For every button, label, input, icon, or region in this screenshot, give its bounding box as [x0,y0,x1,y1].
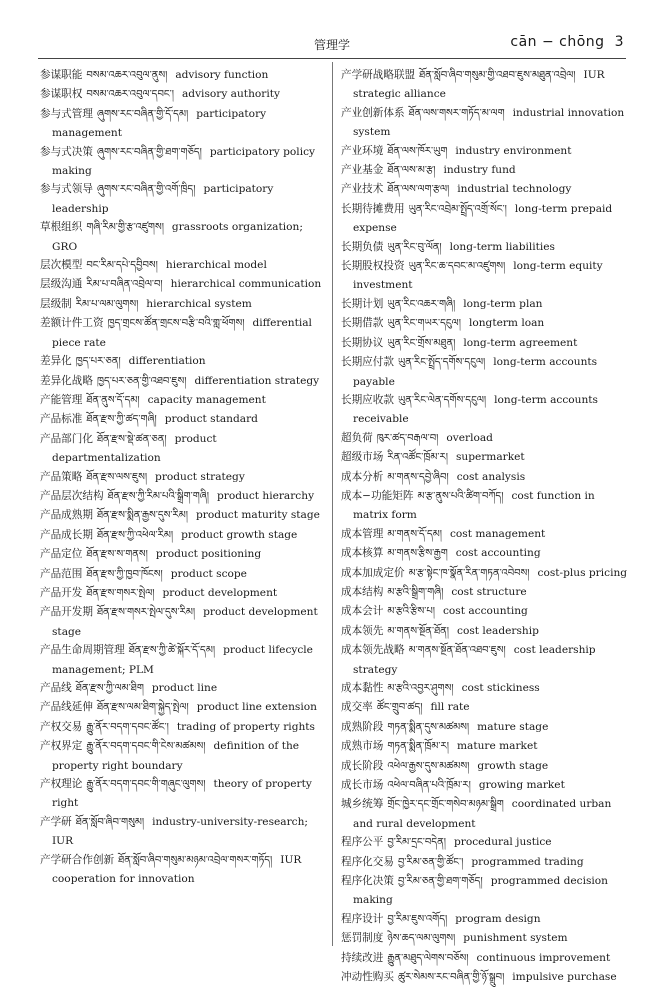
glossary-entry [341,314,629,333]
tibetan-term: ཐོན་རྫས་ཀྱི་ཚད་གཞི། [86,414,157,426]
english-term: differential piece rate [52,317,312,349]
chinese-term: 成熟阶段 [341,720,384,733]
glossary-entry [40,775,325,813]
english-term: participatory policy making [52,145,316,178]
tibetan-term: ཐོན་ལས་ཁོར་ཡུག [387,145,448,157]
chinese-term: 产品开发 [40,586,83,599]
tibetan-term: ཐོན་ལས་ལག་རྩལ། [387,184,450,196]
column-divider [332,62,333,946]
chinese-term: 长期负债 [341,240,384,253]
glossary-entry [40,85,325,104]
english-term: growth stage [477,759,549,772]
chinese-term: 参谋职权 [40,88,83,101]
chinese-term: 产品层次结构 [40,489,104,502]
glossary-entry [40,813,325,851]
tibetan-term: རིམ་པ་བཞིན་འབྲེལ་བ། [86,279,163,291]
english-term: cost structure [451,585,527,598]
tibetan-term: མ་གནས་དོ་དམ། [387,528,442,540]
tibetan-term: བྱ་རིམ་ཅན་གྱི་ཚོང་། [397,856,464,868]
tibetan-term: ཞུགས་རང་བཞིན་གྱི་ཐག་གཅོད། [96,146,202,158]
glossary-entry [40,526,325,545]
chinese-term: 参与式决策 [40,145,93,158]
english-term: product departmentalization [52,432,217,465]
chinese-term: 层级沟通 [40,278,83,291]
glossary-entry [341,698,629,717]
tibetan-term: བྱ་རིམ་དྲང་བདེན། [387,837,446,849]
chinese-term: 成本领先战略 [341,644,405,657]
english-term: product development stage [52,606,318,638]
glossary-entry [40,105,325,143]
english-term: supermarket [455,451,525,464]
chinese-term: 长期计划 [341,297,384,310]
english-term: industrial technology [457,183,572,196]
english-term: grassroots organization; GRO [52,221,303,253]
english-term: participatory leadership [52,183,274,215]
chinese-term: 产业技术 [341,183,384,196]
english-term: overload [446,431,493,444]
right-column [341,66,629,988]
tibetan-term: གཏན་སྨིན་དུས་མཚམས། [387,721,470,733]
tibetan-term: བྱ་རིམ་ཇུས་འགོད། [387,913,448,925]
english-term: cost stickiness [461,682,540,694]
chinese-term: 参与式领导 [40,183,93,196]
glossary-entry [341,448,629,467]
tibetan-term: མ་གནས་སྔོན་ཐོན་འཐབ་ཇུས། [408,645,506,657]
glossary-entry [40,565,325,584]
chinese-term: 差额计件工资 [40,317,104,330]
chinese-term: 参与式管理 [40,107,93,120]
glossary-entry [40,256,325,275]
english-term: fill rate [430,701,470,714]
tibetan-term: བསམ་འཆར་འབུལ་དབང་། [86,89,174,101]
pinyin-guide: cān − chōng [510,34,605,50]
tibetan-term: རྒྱུན་མཐུད་ལེགས་བཅོས། [387,952,469,964]
glossary-entry [341,66,629,104]
glossary-entry [341,757,629,776]
tibetan-term: བང་རིམ་དཔེ་དབྱིབས། [86,260,158,272]
chinese-term: 长期应收款 [341,393,394,406]
english-term: industry-university-research; IUR [52,815,308,848]
glossary-entry [40,430,325,468]
chinese-term: 程序化交易 [341,855,394,868]
glossary-entry [341,737,629,756]
tibetan-term: མ་གནས་སྔོན་ཐོན། [387,625,450,637]
english-term: product growth stage [181,528,298,541]
tibetan-term: མ་རྩའི་འབྱར་ཤུགས། [387,683,454,694]
chinese-term: 成交率 [341,701,373,714]
glossary-entry [341,468,629,487]
chinese-term: 超级市场 [341,451,384,464]
tibetan-term: ཚོང་གྲུབ་ཚད། [376,702,423,714]
english-term: long-term plan [463,297,543,310]
left-column [40,66,325,888]
glossary-entry [341,602,629,621]
english-term: advisory function [175,69,269,81]
glossary-entry [40,698,325,717]
glossary-entry [341,353,629,391]
glossary-entry [341,949,629,968]
glossary-entry [40,180,325,218]
tibetan-term: ཐོན་རྫས་ཀྱི་ཁྱབ་ཁོངས། [86,568,163,580]
glossary-entry [341,622,629,641]
english-term: long-term accounts payable [353,356,598,388]
glossary-entry [341,583,629,602]
chinese-term: 层级制 [40,297,72,310]
tibetan-term: འཕེལ་བཞིན་པའི་ཁྲོམ་ར། [387,780,471,792]
glossary-entry [40,66,325,85]
glossary-entry [341,872,629,910]
chinese-term: 长期股权投资 [341,260,405,273]
glossary-entry [341,910,629,929]
english-term: coordinated urban and rural development [353,798,612,830]
chinese-term: 成本加成定价 [341,566,405,579]
english-term: cost leadership [457,624,539,637]
tibetan-term: ཐོན་རྫས་ཀྱི་རིམ་པའི་སྒྲིག་གཞི། [107,490,209,502]
english-term: differentiation strategy [194,374,320,387]
english-term: continuous improvement [476,951,611,964]
english-term: product hierarchy [217,489,315,502]
tibetan-term: ཐོན་རྫས་ཀྱི་ལམ་ཐིག [75,683,144,694]
tibetan-term: ཁྱད་གྲངས་ཚོན་གྲངས་བརྩི་བའི་གླ་ཕོགས། [107,318,245,330]
page-header [40,34,624,56]
chinese-term: 产品成长期 [40,528,93,541]
tibetan-term: ཐོན་ལས་གསར་གཏོད་མ་ལག [408,107,505,119]
chinese-term: 成长市场 [341,779,384,792]
chinese-term: 长期应付款 [341,356,394,369]
page-number: 3 [614,34,624,50]
english-term: product standard [164,413,258,426]
chinese-term: 产业环境 [341,144,384,157]
english-term: cost-plus pricing [537,566,628,579]
tibetan-term: བསམ་འཆར་འབུལ་ནུས། [86,70,168,81]
chinese-term: 冲动性购买 [341,971,394,984]
english-term: advisory authority [181,88,280,101]
english-term: product line [151,682,218,694]
tibetan-term: ཡུན་རིང་གཡར་དངུལ། [387,318,461,330]
chinese-term: 成本−功能矩阵 [341,489,414,502]
chinese-term: 成长阶段 [341,759,384,772]
english-term: program design [455,912,541,925]
tibetan-term: ཐོན་རྫས་ཀྱི་ཚེ་སྐོར་དོ་དམ། [128,645,216,657]
chinese-term: 长期借款 [341,317,384,330]
tibetan-term: ཐོན་རྫས་སྡེ་ཚན་ཅན། [96,433,167,445]
english-term: industrial innovation system [353,106,625,139]
chinese-term: 城乡统筹 [341,798,384,811]
tibetan-term: ཡུན་རིང་སྤྲོད་དགོས་དངུལ། [397,357,486,369]
chinese-term: 产权界定 [40,740,83,753]
chinese-term: 产权交易 [40,720,83,733]
tibetan-term: ཐོན་རྫས་ལམ་ཐིག་སྐྱེད་སྤེལ། [96,702,189,714]
english-term: product scope [170,567,247,580]
glossary-entry [40,314,325,352]
glossary-entry [40,545,325,564]
chinese-term: 产品线 [40,682,72,694]
english-term: product maturity stage [195,509,320,522]
tibetan-term: ཐོན་སློབ་ཞིབ་གསུམ་མཉམ་འབྲེལ་གསར་གཏོད། [118,854,273,866]
tibetan-term: ཞུགས་རང་བཞིན་གྱི་དོ་དམ། [96,108,189,120]
english-term: long-term accounts receivable [353,393,598,426]
glossary-entry [40,584,325,603]
glossary-entry [341,180,629,199]
english-term: long-term prepaid expense [353,202,613,235]
english-term: cost analysis [456,470,526,483]
glossary-entry [40,218,325,256]
chinese-term: 成本黏性 [341,682,384,694]
chinese-term: 层次模型 [40,259,83,272]
tibetan-term: ཉེས་ཆད་ལམ་ལུགས། [387,933,456,945]
tibetan-term: ཐོན་ལས་མ་རྩ། [387,165,436,177]
glossary-entry [341,161,629,180]
english-term: impulsive purchase [512,971,617,984]
chinese-term: 产学研合作创新 [40,853,115,866]
tibetan-term: རིན་འཚོང་ཁྲོམ་ར། [387,452,448,464]
tibetan-term: མ་རྩའི་རྩིས་པ། [387,606,435,618]
glossary-entry [341,641,629,679]
english-term: cost function in matrix form [353,489,595,522]
chinese-term: 成熟市场 [341,740,384,753]
tibetan-term: ཡུན་རིང་འཆར་གཞི། [387,298,456,310]
chinese-term: 惩罚制度 [341,932,384,945]
tibetan-term: ཐོན་ནུས་དོ་དམ། [86,394,140,406]
glossary-entry [341,776,629,795]
glossary-entry [341,718,629,737]
tibetan-term: མ་རྩའི་སྒྲིག་གཞི། [387,586,444,598]
tibetan-term: ཡུན་རིང་ཆ་དབང་མ་འཛུགས། [408,261,506,273]
english-term: industry fund [443,164,516,177]
tibetan-term: རྒྱུ་ནོར་བདག་དབང་ཚོང་། [86,721,169,733]
english-term: programmed trading [471,855,584,868]
chinese-term: 产学研 [40,815,72,828]
chinese-term: 产品策略 [40,470,83,483]
english-term: mature market [456,740,538,753]
chinese-term: 成本结构 [341,585,384,598]
english-term: trading of property rights [176,720,315,733]
english-term: cost accounting [442,605,528,618]
chinese-term: 产品范围 [40,567,83,580]
header-rule [38,58,626,59]
english-term: IUR strategic alliance [353,69,605,101]
glossary-entry [341,487,629,525]
glossary-entry [341,544,629,563]
english-term: differentiation [128,355,206,368]
chinese-term: 产品生命周期管理 [40,644,125,657]
english-term: growing market [478,779,565,792]
glossary-entry [40,410,325,429]
chinese-term: 成本核算 [341,547,384,560]
english-term: programmed decision making [353,875,608,907]
glossary-entry [40,487,325,506]
glossary-entry [40,506,325,525]
chinese-term: 成本管理 [341,527,384,540]
glossary-entry [40,275,325,294]
chinese-term: 草根组织 [40,221,83,234]
glossary-entry [341,257,629,295]
glossary-entry [341,795,629,833]
tibetan-term: ཐོན་སློབ་ཞིབ་གསུམ། [75,816,145,828]
tibetan-term: གཏན་སྨིན་ཁྲོམ་ར། [387,741,449,753]
chinese-term: 产权理论 [40,778,83,791]
glossary-entry [341,200,629,238]
glossary-entry [40,295,325,314]
tibetan-term: འཕེལ་རྒྱས་དུས་མཚམས། [387,760,470,772]
glossary-entry [341,429,629,448]
tibetan-term: གྲོང་ཁྱེར་དང་གྲོང་གསེབ་མཉམ་སྒྲིག [387,799,504,811]
glossary-entry [40,737,325,775]
tibetan-term: མ་རྩ་ནུས་པའི་ཚིག་བཀོད། [417,490,504,502]
glossary-entry [341,334,629,353]
tibetan-term: ཐོན་རྫས་གསར་སྤེལ། [86,587,155,599]
chinese-term: 差异化战略 [40,374,93,387]
tibetan-term: མ་གནས་དབྱེ་ཞིབ། [387,471,449,483]
tibetan-term: ཡུན་རིང་གྲོས་མཐུན། [387,337,456,349]
chinese-term: 长期协议 [341,336,384,349]
english-term: hierarchical communication [170,278,322,291]
chinese-term: 产能管理 [40,393,83,406]
tibetan-term: མ་གནས་རྩིས་རྒྱག [387,548,448,560]
chinese-term: 产学研战略联盟 [341,69,416,81]
glossary-entry [40,603,325,641]
english-term: procedural justice [454,836,552,849]
tibetan-term: ཡུན་རིང་བུ་ལོན། [387,241,442,253]
glossary-entry [40,391,325,410]
glossary-entry [341,104,629,142]
tibetan-term: ཁྱད་པར་ཅན་གྱི་འཐབ་ཇུས། [96,375,187,387]
glossary-entry [341,142,629,161]
glossary-entry [40,143,325,181]
glossary-entry [341,391,629,429]
glossary-entry [341,679,629,698]
chinese-term: 产业基金 [341,164,384,177]
chinese-term: 程序化决策 [341,875,394,888]
tibetan-term: ཞུགས་རང་བཞིན་གྱི་འགོ་ཁྲིད། [96,184,196,196]
tibetan-term: མ་རྩ་སྟེང་ཁ་སྣོན་རིན་གཏན་འབེབས། [408,567,530,579]
chinese-term: 超负荷 [341,431,373,444]
chinese-term: 产品线延伸 [40,701,93,714]
glossary-entry [341,853,629,872]
chinese-term: 成本会计 [341,605,384,618]
english-term: product positioning [155,548,262,561]
tibetan-term: ཡུན་རིང་ལེན་དགོས་དངུལ། [397,394,487,406]
tibetan-term: ཐོན་རྫས་ལས་ཇུས། [86,471,148,483]
english-term: cost accounting [455,547,541,560]
english-term: cost leadership strategy [353,644,596,676]
english-term: long-term equity investment [353,260,603,292]
english-term: longterm loan [468,317,545,330]
glossary-entry [40,352,325,371]
tibetan-term: རིམ་པ་ལམ་ལུགས། [75,298,139,310]
english-term: punishment system [463,932,568,945]
running-title: 管理学 [313,38,350,52]
tibetan-term: རྒྱུ་ནོར་བདག་དབང་གི་ངེས་མཚམས། [86,741,206,753]
english-term: long-term liabilities [449,240,555,253]
english-term: capacity management [147,393,266,406]
chinese-term: 参谋职能 [40,69,83,81]
tibetan-term: ཡུན་རིང་འབྲེམ་སྤྲོད་འགྲོ་སོང་། [408,203,507,215]
tibetan-term: རྒྱུ་ནོར་བདག་དབང་གི་གཞུང་ལུགས། [86,779,206,791]
english-term: long-term agreement [463,336,578,349]
glossary-entry [40,641,325,679]
tibetan-term: ཐོན་རྫས་སྨིན་རྒྱས་དུས་རིམ། [96,510,188,522]
chinese-term: 产品开发期 [40,606,93,619]
chinese-term: 持续改进 [341,951,384,964]
chinese-term: 产品定位 [40,548,83,561]
english-term: definition of the property right boundary [52,740,300,772]
english-term: hierarchical model [165,259,267,272]
tibetan-term: ཐོན་རྫས་ཀྱི་འཕེལ་རིམ། [96,529,174,541]
english-term: product development [162,586,278,599]
english-term: product strategy [155,470,245,483]
chinese-term: 成本领先 [341,624,384,637]
tibetan-term: ཁྱད་པར་ཅན། [75,356,121,368]
glossary-entry [341,525,629,544]
glossary-entry [341,833,629,852]
glossary-entry [341,968,629,987]
glossary-entry [341,929,629,948]
english-term: product line extension [196,701,317,714]
english-term: IUR cooperation for innovation [52,853,302,886]
tibetan-term: ཚུར་སེམས་རང་བཞིན་གྱི་ཉོ་སྒྲུབ། [397,972,505,984]
glossary-entry [40,468,325,487]
tibetan-term: བྱ་རིམ་ཅན་གྱི་ཐག་གཅོད། [397,876,483,888]
english-term: hierarchical system [146,297,252,310]
english-term: participatory management [52,107,267,140]
tibetan-term: གཞི་རིམ་གྱི་རྩ་འཛུགས། [86,222,164,234]
tibetan-term: ཐོན་སློབ་ཞིབ་གསུམ་གྱི་འཐབ་ཇུས་མཐུན་འབྲེལ། [419,70,576,81]
chinese-term: 程序设计 [341,912,384,925]
english-term: product lifecycle management; PLM [52,644,313,676]
tibetan-term: ཐོན་རྫས་གསར་སྤེལ་དུས་རིམ། [96,607,196,619]
chinese-term: 产业创新体系 [341,106,405,119]
glossary-entry [40,372,325,391]
tibetan-term: ཐོན་རྫས་ས་གནས། [86,549,148,561]
pinyin-range [510,34,624,50]
glossary-entry [40,851,325,889]
chinese-term: 差异化 [40,355,72,368]
english-term: cost management [449,527,546,540]
chinese-term: 产品标准 [40,413,83,426]
chinese-term: 产品成熟期 [40,509,93,522]
chinese-term: 成本分析 [341,470,384,483]
english-term: mature stage [477,720,549,733]
glossary-entry [341,564,629,583]
chinese-term: 产品部门化 [40,432,93,445]
glossary-entry [40,718,325,737]
chinese-term: 长期待摊费用 [341,202,405,215]
glossary-entry [341,238,629,257]
english-term: theory of property right [52,778,312,810]
english-term: industry environment [455,144,572,157]
chinese-term: 程序公平 [341,836,384,849]
glossary-entry [40,679,325,698]
glossary-entry [341,295,629,314]
tibetan-term: ཁུར་ཚད་བརྒལ་བ། [376,432,439,444]
